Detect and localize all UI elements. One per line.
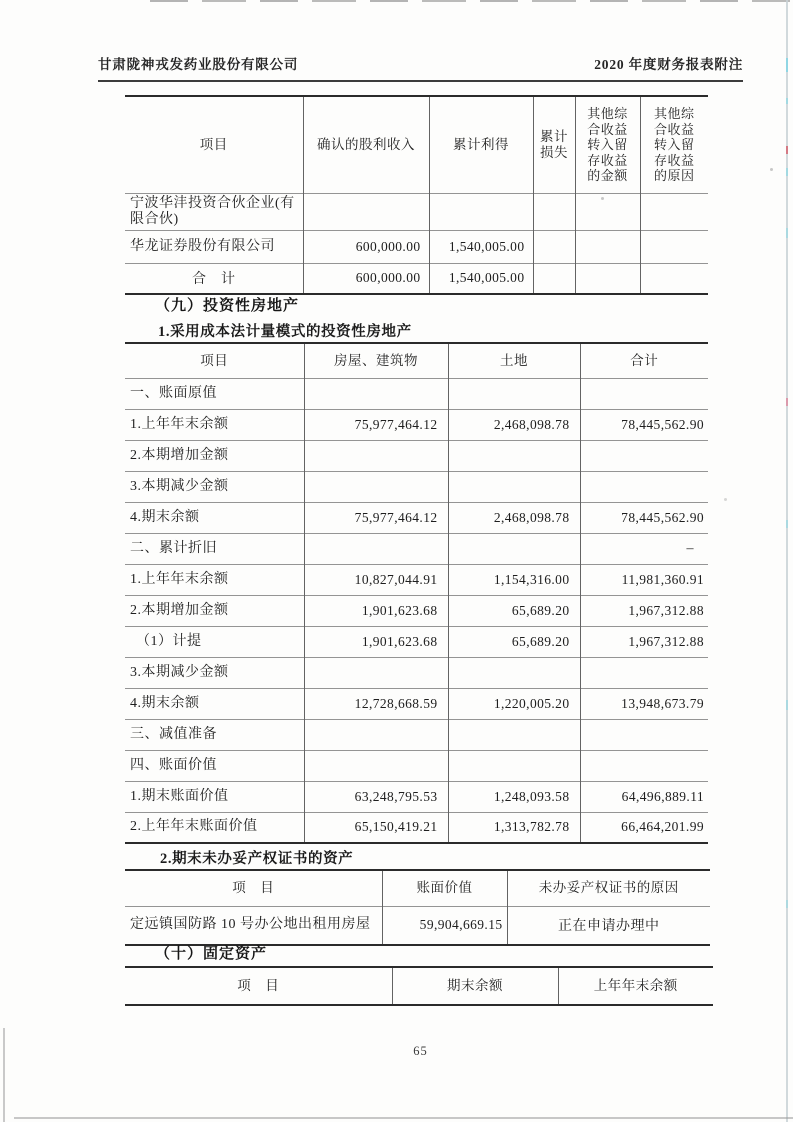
table-cell: 二、累计折旧 — [130, 540, 217, 556]
table-cell — [575, 230, 640, 263]
column-header: 房屋、建筑物 — [304, 343, 448, 378]
table-row — [125, 595, 708, 626]
table-row — [125, 657, 708, 688]
table-cell: 66,464,201.99 — [580, 812, 708, 843]
column-header: 项目 — [199, 136, 228, 152]
table-cell — [640, 263, 708, 294]
table-cell: 3.本期减少金额 — [130, 664, 229, 680]
table-cell — [429, 193, 533, 230]
table-cell: 1,540,005.00 — [429, 230, 533, 263]
table-cell: 1,901,623.68 — [304, 595, 448, 626]
scan-artifact-tick — [786, 168, 788, 176]
table-header-row — [125, 96, 708, 193]
table-cell: 四、账面价值 — [130, 757, 217, 773]
column-header: 累计利得 — [429, 96, 533, 193]
table-cell — [580, 657, 708, 688]
scan-artifact-tick — [786, 700, 788, 710]
column-header: 累计损失 — [533, 96, 575, 193]
table-row — [125, 230, 708, 263]
table-row — [125, 719, 708, 750]
scan-artifact-tick — [786, 520, 788, 528]
table-cell: 1.上年年末余额 — [130, 571, 229, 587]
table-cell: 78,445,562.90 — [580, 409, 708, 440]
table-cell: 1,901,623.68 — [304, 626, 448, 657]
table-cell: 65,689.20 — [448, 626, 580, 657]
section-10-heading: （十）固定资产 — [155, 946, 268, 962]
table-cell: 1.期末账面价值 — [130, 788, 229, 804]
table-cell: 4.期末余额 — [130, 695, 200, 711]
doc-header — [98, 53, 743, 73]
column-header: 上年年末余额 — [558, 967, 713, 1005]
table-cell — [448, 657, 580, 688]
table-cell — [533, 263, 575, 294]
table-cell: 3.本期减少金额 — [130, 478, 229, 494]
table-cell — [304, 719, 448, 750]
table-cell: 1,540,005.00 — [429, 263, 533, 294]
table-cell: 1,154,316.00 — [448, 564, 580, 595]
doc-title: 2020 年度财务报表附注 — [594, 57, 743, 72]
header-rule — [98, 80, 743, 82]
table-row — [125, 471, 708, 502]
column-header: 其他综合收益转入留存收益的金额 — [575, 96, 640, 193]
table-cell — [448, 440, 580, 471]
column-header: 未办妥产权证书的原因 — [507, 870, 710, 906]
table-cell: 华龙证券股份有限公司 — [130, 238, 275, 254]
scan-artifact-bottom-edge — [14, 1117, 793, 1119]
page-number: 65 — [413, 1044, 428, 1058]
table-row — [125, 688, 708, 719]
scan-artifact-tick — [786, 146, 788, 154]
table-cell: 12,728,668.59 — [304, 688, 448, 719]
scan-artifact-tick — [786, 398, 788, 406]
table-row — [125, 626, 708, 657]
table-cell — [640, 193, 708, 230]
table-cell: 2.本期增加金额 — [130, 447, 229, 463]
table-cell — [304, 750, 448, 781]
table-cell: 600,000.00 — [303, 263, 429, 294]
table-cell: 2.上年年末账面价值 — [130, 819, 258, 835]
table-cell — [580, 719, 708, 750]
table-row — [125, 750, 708, 781]
column-header: 土地 — [448, 343, 580, 378]
table-row — [125, 906, 710, 945]
table-cell: 2,468,098.78 — [448, 502, 580, 533]
table-cell — [303, 193, 429, 230]
scan-artifact-tick — [786, 58, 788, 72]
table-cell — [448, 750, 580, 781]
table-cell: 63,248,795.53 — [304, 781, 448, 812]
table-cell: 合 计 — [192, 272, 236, 288]
table-cell — [448, 378, 580, 409]
table-cell: 65,150,419.21 — [304, 812, 448, 843]
table-cell — [448, 471, 580, 502]
table-row — [125, 378, 708, 409]
table-row — [125, 533, 708, 564]
table-cell — [640, 230, 708, 263]
dividend-table — [125, 95, 708, 295]
table-row — [125, 502, 708, 533]
table-total-row — [125, 263, 708, 294]
scan-artifact-top-edge — [150, 0, 790, 2]
table-row — [125, 781, 708, 812]
table-header-row — [125, 967, 713, 1005]
table-cell: 59,904,669.15 — [382, 906, 507, 945]
table-cell: 10,827,044.91 — [304, 564, 448, 595]
table-cell — [448, 719, 580, 750]
table-cell: 11,981,360.91 — [580, 564, 708, 595]
table-cell: 正在申请办理中 — [507, 906, 710, 945]
table-cell — [575, 193, 640, 230]
table-header-row — [125, 343, 708, 378]
table-cell — [304, 440, 448, 471]
table-cell: – — [580, 533, 708, 564]
table-cell — [304, 378, 448, 409]
table-cell: 4.期末余额 — [130, 509, 200, 525]
table-row — [125, 193, 708, 230]
table-cell: 1,220,005.20 — [448, 688, 580, 719]
table-header-row — [125, 870, 710, 906]
table-cell — [575, 263, 640, 294]
table-cell — [533, 230, 575, 263]
scan-artifact-right-line — [786, 0, 788, 1122]
table-row — [125, 812, 708, 843]
fixed-assets-table — [125, 966, 713, 1006]
table-cell: 一、账面原值 — [130, 385, 217, 401]
scan-artifact-left-edge — [3, 1028, 5, 1122]
table-cell: 三、减值准备 — [130, 726, 217, 742]
column-header: 项 目 — [237, 978, 280, 993]
table-cell: 75,977,464.12 — [304, 409, 448, 440]
table-cell — [304, 657, 448, 688]
table-cell: 宁波华沣投资合伙企业(有限合伙) — [130, 195, 295, 227]
scan-artifact-speck — [724, 498, 727, 501]
column-header: 其他综合收益转入留存收益的原因 — [640, 96, 708, 193]
column-header: 账面价值 — [382, 870, 507, 906]
table-cell: 13,948,673.79 — [580, 688, 708, 719]
table-cell: 1,248,093.58 — [448, 781, 580, 812]
scan-artifact-tick — [786, 228, 788, 238]
section-9-sub-1: 1.采用成本法计量模式的投资性房地产 — [158, 324, 412, 340]
table-cell: 75,977,464.12 — [304, 502, 448, 533]
table-cell — [304, 471, 448, 502]
table-cell: 65,689.20 — [448, 595, 580, 626]
column-header: 期末余额 — [392, 967, 558, 1005]
table-row — [125, 440, 708, 471]
table-row — [125, 409, 708, 440]
column-header: 合计 — [580, 343, 708, 378]
table-cell: 600,000.00 — [303, 230, 429, 263]
column-header: 项目 — [200, 352, 229, 368]
table-cell — [533, 193, 575, 230]
company-name: 甘肃陇神戎发药业股份有限公司 — [98, 57, 299, 72]
table-cell: 1,967,312.88 — [580, 595, 708, 626]
table-row — [125, 564, 708, 595]
table-cell: 2,468,098.78 — [448, 409, 580, 440]
section-9-sub-2: 2.期末未办妥产权证书的资产 — [160, 851, 354, 867]
investment-cost-table — [125, 342, 708, 844]
table-cell — [304, 533, 448, 564]
section-9-heading: （九）投资性房地产 — [155, 298, 300, 314]
column-header: 确认的股利收入 — [303, 96, 429, 193]
table-cell — [580, 440, 708, 471]
table-cell — [580, 378, 708, 409]
table-cell: 1.上年年末余额 — [130, 416, 229, 432]
table-cell — [580, 471, 708, 502]
column-header: 项 目 — [232, 880, 275, 896]
table-cell — [580, 750, 708, 781]
table-cell — [448, 533, 580, 564]
table-cell: 78,445,562.90 — [580, 502, 708, 533]
scan-artifact-tick — [786, 98, 788, 104]
cert-table — [125, 869, 710, 946]
table-cell: 定远镇国防路 10 号办公地出租用房屋 — [130, 917, 371, 933]
table-cell: 1,967,312.88 — [580, 626, 708, 657]
scan-artifact-speck — [770, 168, 773, 171]
table-cell: 2.本期增加金额 — [130, 602, 229, 618]
scan-artifact-tick — [786, 900, 788, 908]
table-cell: 64,496,889.11 — [580, 781, 708, 812]
table-cell: 1,313,782.78 — [448, 812, 580, 843]
table-cell: （1）计提 — [136, 633, 202, 649]
